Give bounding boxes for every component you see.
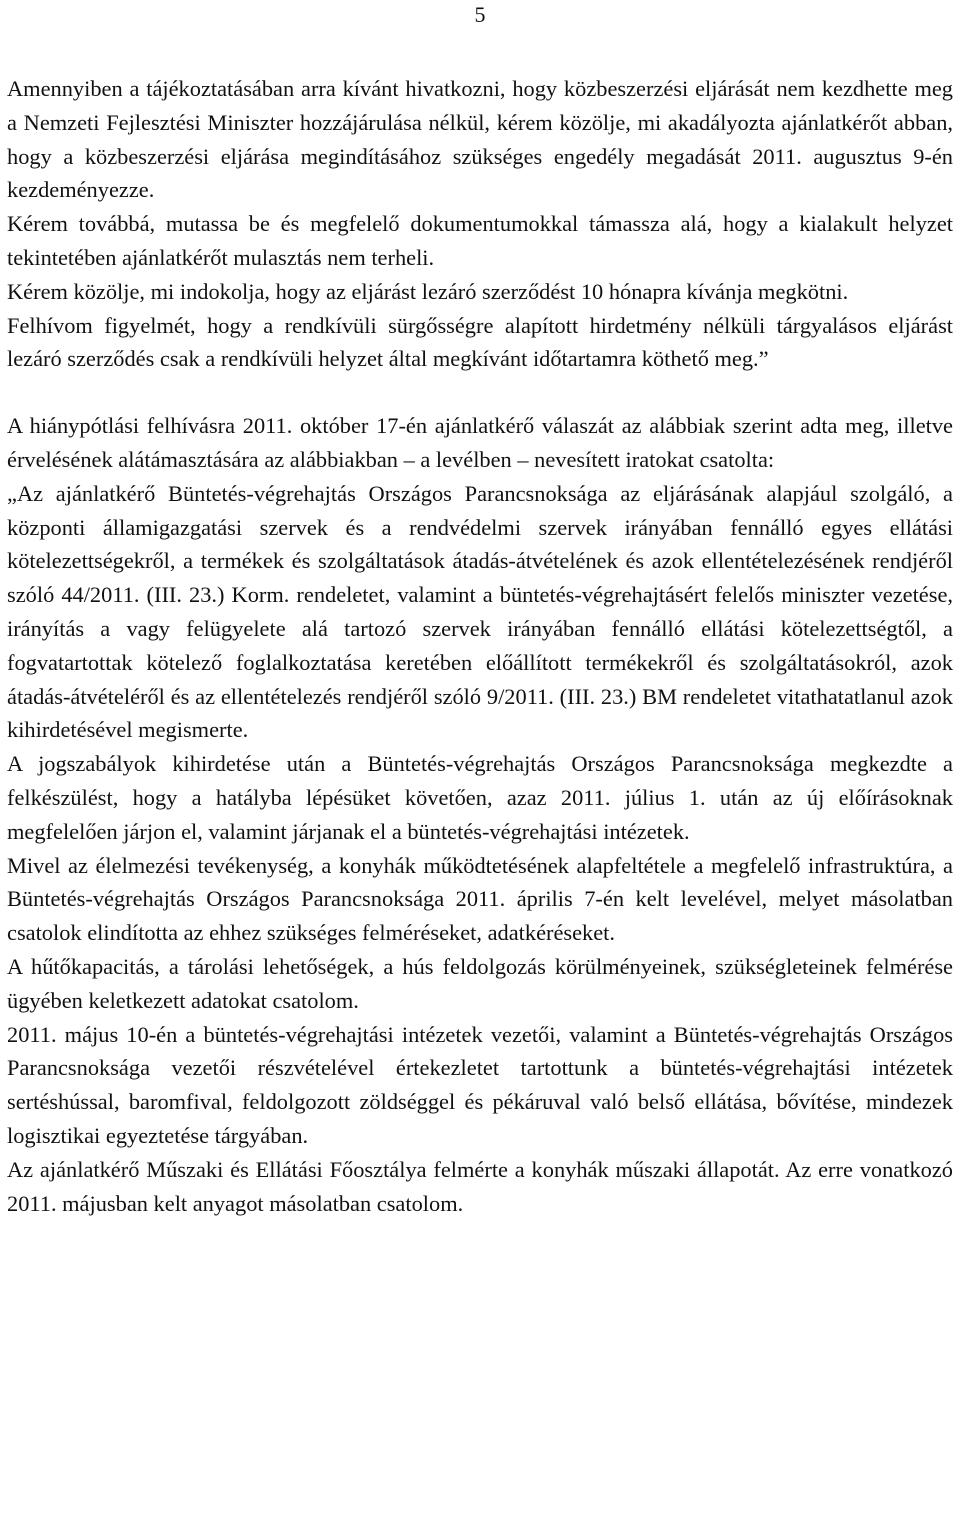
paragraph-cooling-capacity: A hűtőkapacitás, a tárolási lehetőségek, a hús feldolgozás körülményeinek, szükségleteinek felmérése ügyében keletkezett adatokat csatolom. xyxy=(7,953,953,1013)
paragraph-meeting: 2011. május 10-én a büntetés-végrehajtási intézetek vezetői, valamint a Büntetés-végrehajtás Országos Parancsnoksága vezetői részvételével értekezletet tartottunk a büntetés-végrehajtási intézetek sertéshússal, baromfival, feldolgozott zöldséggel és pékáruval való belső ellátása, bővítése, mindezek logisztikai egyeztetése tárgyában. xyxy=(7,1021,953,1148)
paragraph-quote-regulations: „Az ajánlatkérő Büntetés-végrehajtás Országos Parancsnoksága az eljárásának alapjául szolgáló, a központi államigazgatási szervek és a rendvédelmi szervek irányában fennálló egyes ellátási kötelezettségekről, a termékek és szolgáltatások átadás-átvételének és azok ellentételezésének rendjéről szóló 44/2011. (III. 23.) Korm. rendeletet, valamint a büntetés-végrehajtásért felelős miniszter vezetése, irányítás a vagy felügyelete alá tartozó szervek irányában fennálló ellátási kötelezettségtől, a fogvatartottak kötelező foglalkoztatása keretében előállított termékekről és szolgáltatásokról, azok átadás-átvételéről és az ellentételezés rendjéről szóló 9/2011. (III. 23.) BM rendeletet vitathatatlanul azok kihirdetésével megismerte. xyxy=(7,480,953,743)
paragraph-request-delay-reason: Amennyiben a tájékoztatásában arra kívánt hivatkozni, hogy közbeszerzési eljárását nem kezdhette meg a Nemzeti Fejlesztési Miniszter hozzájárulása nélkül, kérem közölje, mi akadályozta ajánlatkérőt abban, hogy a közbeszerzési eljárása megindításához szükséges engedély megadását 2011. augusztus 9-én kezdeményezze. xyxy=(7,76,953,203)
paragraph-attention-notice: Felhívom figyelmét, hogy a rendkívüli sürgősségre alapított hirdetmény nélküli tárgyalásos eljárást lezáró szerződés csak a rendkívüli helyzet által megkívánt időtartamra köthető meg.” xyxy=(7,312,953,372)
paragraph-request-documents: Kérem továbbá, mutassa be és megfelelő dokumentumokkal támassza alá, hogy a kialakult helyzet tekintetében ajánlatkérőt mulasztás nem terheli. xyxy=(7,211,953,270)
paragraph-request-contract-term: Kérem közölje, mi indokolja, hogy az eljárást lezáró szerződést 10 hónapra kívánja megkötni. xyxy=(7,278,849,304)
paragraph-response-intro: A hiánypótlási felhívásra 2011. október 17-én ajánlatkérő válaszát az alábbiak szerint adta meg, illetve érvelésének alátámasztására az alábbiakban – a levélben – nevesített iratokat csatolta: xyxy=(7,413,953,472)
page-number: 5 xyxy=(474,2,486,27)
paragraph-technical-survey: Az ajánlatkérő Műszaki és Ellátási Főosztálya felmérte a konyhák műszaki állapotát. Az erre vonatkozó 2011. májusban kelt anyagot másolatban csatolom. xyxy=(7,1156,953,1216)
document-body xyxy=(7,72,953,1220)
paragraph-infrastructure-survey: Mivel az élelmezési tevékenység, a konyhák működtetésének alapfeltétele a megfelelő infrastruktúra, a Büntetés-végrehajtás Országos Parancsnoksága 2011. április 7-én kelt levelével, melyet másolatban csatolok elindította az ehhez szükséges felméréseket, adatkéréseket. xyxy=(7,852,953,946)
paragraph-preparation: A jogszabályok kihirdetése után a Büntetés-végrehajtás Országos Parancsnoksága megkezdte a felkészülést, hogy a hatályba lépésüket követően, azaz 2011. július 1. után az új előírásoknak megfelelően járjon el, valamint járjanak el a büntetés-végrehajtási intézetek. xyxy=(7,751,953,844)
